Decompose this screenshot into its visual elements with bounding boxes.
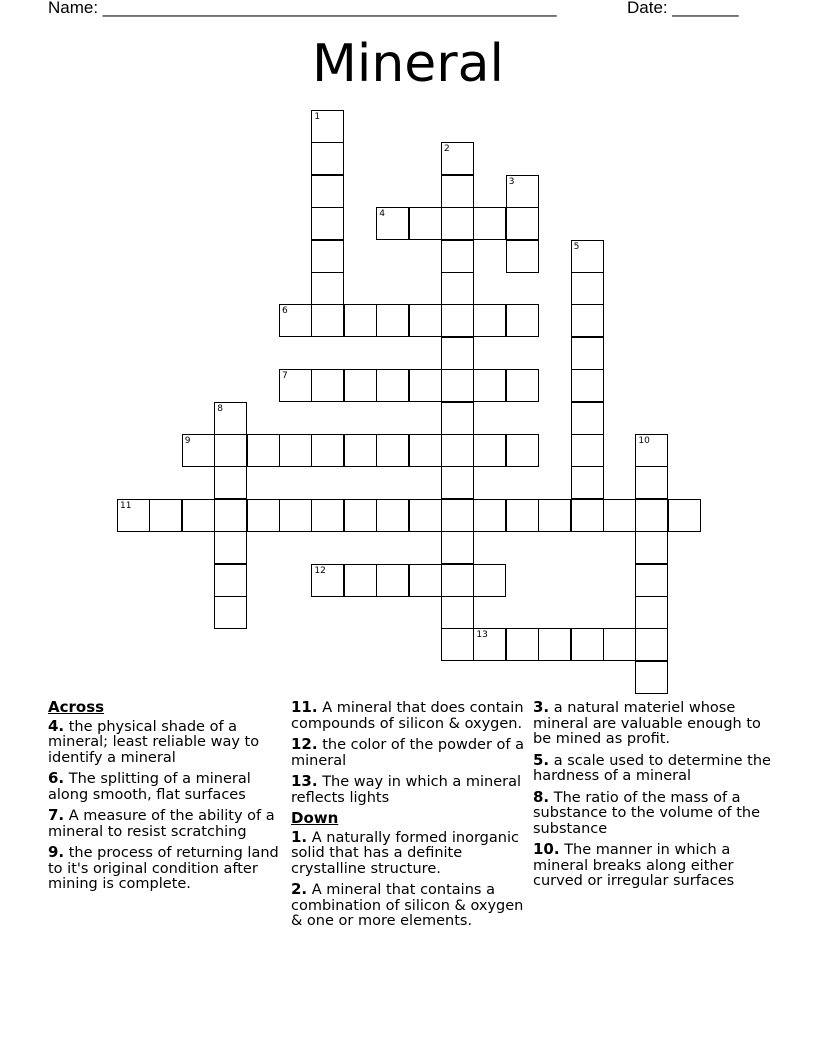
grid-cell[interactable]: [473, 628, 506, 661]
grid-cell[interactable]: [441, 466, 474, 499]
clue-across-13: [291, 774, 531, 806]
grid-cell[interactable]: [376, 304, 409, 337]
clue-number: 3.: [533, 698, 550, 716]
across-heading: Across: [48, 698, 105, 716]
grid-cell[interactable]: [214, 402, 247, 435]
clue-text: A naturally formed inorganic solid that has a definite crystalline structure.: [291, 829, 519, 877]
clue-text: The manner in which a mineral breaks along either curved or irregular surfaces: [533, 842, 735, 889]
grid-cell[interactable]: [571, 272, 604, 305]
clue-down-2: [291, 882, 531, 930]
clue-number: 1.: [291, 827, 308, 846]
grid-cell[interactable]: [506, 499, 539, 532]
grid-cell[interactable]: [635, 531, 668, 564]
grid-cell[interactable]: [311, 564, 344, 597]
clue-text: The ratio of the mass of a substance to the volume of the substance: [533, 789, 761, 837]
clue-column-1: [48, 700, 288, 898]
cell-number: 6: [282, 306, 288, 317]
grid-cell[interactable]: [214, 499, 247, 532]
grid-cell[interactable]: [376, 369, 409, 402]
grid-cell[interactable]: [571, 240, 604, 273]
clue-column-2: [291, 700, 531, 935]
grid-cell[interactable]: [247, 434, 280, 467]
clue-text: a natural materiel whose mineral are valuable enough to be mined as profit.: [533, 700, 761, 747]
clue-text: the color of the powder of a mineral: [291, 737, 524, 769]
clue-number: 5.: [533, 750, 550, 769]
cell-number: 4: [379, 209, 385, 220]
grid-cell[interactable]: [506, 240, 539, 273]
page-title: Mineral: [312, 34, 504, 94]
grid-cell[interactable]: [279, 304, 312, 337]
down-heading: Down: [291, 809, 339, 827]
grid-cell[interactable]: [441, 564, 474, 597]
grid-cell[interactable]: [571, 369, 604, 402]
grid-cell[interactable]: [571, 628, 604, 661]
grid-cell[interactable]: [571, 337, 604, 370]
grid-cell[interactable]: [538, 499, 571, 532]
grid-cell[interactable]: [635, 434, 668, 467]
grid-cell[interactable]: [182, 434, 215, 467]
grid-cell[interactable]: [376, 434, 409, 467]
grid-cell[interactable]: [473, 564, 506, 597]
clue-across-4: [48, 716, 288, 767]
grid-cell[interactable]: [441, 531, 474, 564]
clue-across-9: [48, 845, 288, 893]
grid-cell[interactable]: [473, 499, 506, 532]
grid-cell[interactable]: [441, 369, 474, 402]
grid-cell[interactable]: [279, 369, 312, 402]
grid-cell[interactable]: [311, 175, 344, 208]
grid-cell[interactable]: [344, 564, 377, 597]
cell-number: 8: [217, 403, 223, 414]
clue-text: the process of returning land to it's original condition after mining is complete.: [48, 845, 279, 892]
grid-cell[interactable]: [149, 499, 182, 532]
clue-down-10: [533, 842, 773, 890]
grid-cell[interactable]: [506, 304, 539, 337]
grid-cell[interactable]: [571, 434, 604, 467]
grid-cell[interactable]: [473, 369, 506, 402]
cell-number: 1: [314, 112, 321, 122]
grid-cell[interactable]: [409, 499, 442, 532]
cell-number: 12: [314, 565, 326, 576]
cell-number: 9: [184, 436, 191, 446]
grid-cell[interactable]: [473, 207, 506, 240]
cell-number: 3: [508, 176, 515, 187]
grid-cell[interactable]: [571, 402, 604, 435]
grid-cell[interactable]: [441, 304, 474, 337]
clue-down-8: [533, 787, 773, 838]
clue-text: The splitting of a mineral along smooth, flat surfaces: [48, 771, 251, 803]
grid-cell[interactable]: [635, 661, 668, 694]
grid-cell[interactable]: [409, 564, 442, 597]
grid-cell[interactable]: [506, 434, 539, 467]
clue-across-12: [291, 737, 531, 769]
grid-cell[interactable]: [311, 110, 344, 143]
clue-down-5: [533, 750, 773, 785]
grid-cell[interactable]: [214, 466, 247, 499]
grid-cell[interactable]: [376, 207, 409, 240]
cell-number: 7: [282, 371, 288, 382]
grid-cell[interactable]: [311, 499, 344, 532]
grid-cell[interactable]: [473, 434, 506, 467]
grid-cell[interactable]: [214, 531, 247, 564]
clue-number: 9.: [48, 843, 65, 861]
clue-text: A measure of the ability of a mineral to resist scratching: [48, 808, 275, 840]
grid-cell[interactable]: [603, 628, 636, 661]
grid-cell[interactable]: [247, 499, 280, 532]
clue-number: 7.: [48, 806, 65, 824]
grid-cell[interactable]: [409, 369, 442, 402]
clue-text: The way in which a mineral reflects lights: [291, 774, 522, 806]
grid-cell[interactable]: [441, 175, 474, 208]
cell-number: 10: [638, 436, 650, 446]
grid-cell[interactable]: [311, 304, 344, 337]
grid-cell[interactable]: [441, 142, 474, 175]
grid-cell[interactable]: [311, 434, 344, 467]
clue-text: A mineral that does contain compounds of silicon & oxygen.: [291, 700, 524, 732]
grid-cell[interactable]: [409, 434, 442, 467]
cell-number: 2: [444, 144, 450, 155]
clue-number: 10.: [533, 840, 560, 858]
clue-number: 13.: [291, 772, 318, 790]
grid-cell[interactable]: [506, 175, 539, 208]
clue-text: a scale used to determine the hardness of a mineral: [533, 752, 771, 784]
grid-cell[interactable]: [441, 207, 474, 240]
clue-number: 2.: [291, 880, 308, 898]
grid-cell[interactable]: [473, 304, 506, 337]
name-line: Name: ________________________________________________: [48, 0, 557, 17]
clue-across-7: [48, 808, 288, 840]
grid-cell[interactable]: [376, 499, 409, 532]
grid-cell[interactable]: [441, 272, 474, 305]
grid-cell[interactable]: [441, 337, 474, 370]
grid-cell[interactable]: [506, 207, 539, 240]
grid-cell[interactable]: [279, 499, 312, 532]
clue-across-6: [48, 771, 288, 803]
grid-cell[interactable]: [635, 499, 668, 532]
grid-cell[interactable]: [603, 499, 636, 532]
grid-cell[interactable]: [441, 628, 474, 661]
grid-cell[interactable]: [506, 628, 539, 661]
grid-cell[interactable]: [441, 596, 474, 629]
grid-cell[interactable]: [214, 596, 247, 629]
grid-cell[interactable]: [409, 304, 442, 337]
clue-down-3: [533, 700, 773, 748]
grid-cell[interactable]: [117, 499, 150, 532]
grid-cell[interactable]: [441, 240, 474, 273]
grid-cell[interactable]: [441, 434, 474, 467]
grid-cell[interactable]: [571, 304, 604, 337]
grid-cell[interactable]: [344, 499, 377, 532]
grid-cell[interactable]: [668, 499, 701, 532]
cell-number: 11: [120, 500, 132, 511]
grid-cell[interactable]: [635, 628, 668, 661]
grid-cell[interactable]: [635, 564, 668, 597]
clue-number: 4.: [48, 716, 65, 735]
clue-text: the physical shade of a mineral; least reliable way to identify a mineral: [48, 718, 260, 766]
cell-number: 13: [476, 630, 488, 641]
grid-cell[interactable]: [214, 564, 247, 597]
grid-cell[interactable]: [279, 434, 312, 467]
grid-cell[interactable]: [311, 240, 344, 273]
grid-cell[interactable]: [571, 466, 604, 499]
clue-down-1: [291, 827, 531, 878]
grid-cell[interactable]: [311, 272, 344, 305]
grid-cell[interactable]: [506, 369, 539, 402]
grid-cell[interactable]: [344, 304, 377, 337]
grid-cell[interactable]: [214, 434, 247, 467]
clue-number: 12.: [291, 735, 318, 753]
clue-number: 11.: [291, 698, 318, 716]
clue-across-11: [291, 700, 531, 732]
clue-column-3: [533, 700, 773, 895]
grid-cell[interactable]: [635, 596, 668, 629]
clue-number: 6.: [48, 769, 65, 787]
clue-number: 8.: [533, 787, 550, 806]
grid-cell[interactable]: [182, 499, 215, 532]
grid-cell[interactable]: [311, 369, 344, 402]
grid-cell[interactable]: [635, 466, 668, 499]
grid-cell[interactable]: [344, 369, 377, 402]
cell-number: 5: [573, 241, 580, 252]
clue-text: A mineral that contains a combination of silicon & oxygen & one or more elements.: [291, 882, 524, 929]
grid-cell[interactable]: [409, 207, 442, 240]
grid-cell[interactable]: [571, 499, 604, 532]
grid-cell[interactable]: [376, 564, 409, 597]
grid-cell[interactable]: [311, 207, 344, 240]
grid-cell[interactable]: [538, 628, 571, 661]
date-line: Date: _______: [627, 0, 739, 17]
grid-cell[interactable]: [311, 142, 344, 175]
grid-cell[interactable]: [441, 499, 474, 532]
grid-cell[interactable]: [441, 402, 474, 435]
grid-cell[interactable]: [344, 434, 377, 467]
